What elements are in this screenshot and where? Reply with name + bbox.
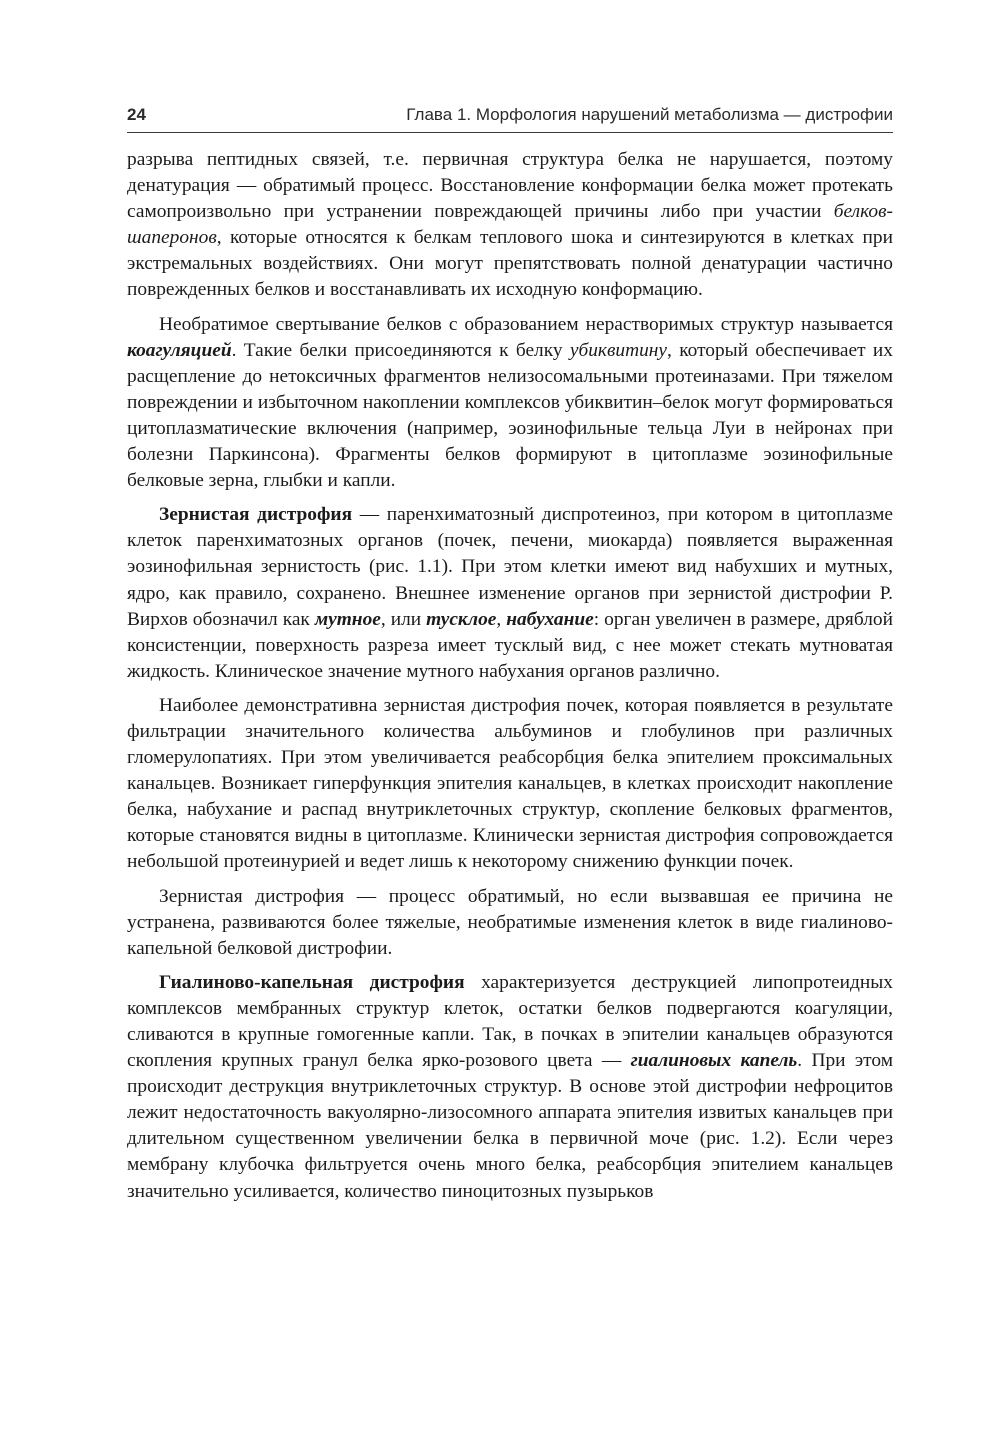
- bold-italic-term: коагуляцией: [127, 339, 232, 361]
- text-run: — паренхиматозный диспротеиноз, при котором в цитоплазме клеток паренхиматозных органов (почек, печени, миокарда) появляется выраженная эозинофильная зернистость (рис. 1.1). При этом клетки имеют вид набухших и мутных, ядро, как правило, сохранено. Внешнее изменение органов при зернистой дистрофии Р. Вирхов обозначил как: [127, 504, 893, 630]
- text-run: , или: [380, 608, 427, 630]
- text-run: ,: [496, 608, 507, 630]
- body-text: [127, 147, 893, 1205]
- bold-italic-term: гиалиновых капель: [630, 1050, 798, 1072]
- text-run: . Такие белки присоединяются к белку: [231, 339, 570, 361]
- text-run: Зернистая дистрофия — процесс обратимый, но если вызвавшая ее причина не устранена, развиваются более тяжелые, необратимые изменения клеток в виде гиалиново-капельной белковой дистрофии.: [127, 885, 893, 959]
- italic-term: белков-шаперонов: [127, 201, 893, 249]
- paragraph-3: [127, 502, 893, 685]
- bold-italic-term: мутное: [314, 608, 381, 630]
- paragraph-2: [127, 312, 893, 495]
- bold-term: Зернистая дистрофия: [159, 504, 353, 526]
- italic-term: убиквитину: [569, 339, 668, 361]
- chapter-title: Глава 1. Морфология нарушений метаболизма — дистрофии: [406, 105, 893, 124]
- text-run: Необратимое свертывание белков с образованием нерастворимых структур называется: [159, 313, 893, 335]
- text-run: характеризуется деструкцией липопротеидных комплексов мембранных структур клеток, остатки белков подвергаются коагуляции, сливаются в крупные гомогенные капли. Так, в почках в эпителии канальцев образуются скопления крупных гранул белка ярко-розового цвета —: [127, 971, 893, 1072]
- text-run: Наиболее демонстративна зернистая дистрофия почек, которая появляется в результате фильтрации значительного количества альбуминов и глобулинов при различных гломерулопатиях. При этом увеличивается реабсорбция белка эпителием проксимальных канальцев. Возникает гиперфункция эпителия канальцев, в клетках происходит накопление белка, набухание и распад внутриклеточных структур, скопление белковых фрагментов, которые становятся видны в цитоплазме. Клинически зернистая дистрофия сопровождается небольшой протеинурией и ведет лишь к некоторому снижению функции почек.: [127, 694, 893, 873]
- bold-term: Гиалиново-капельная дистрофия: [159, 971, 465, 993]
- text-run: , который обеспечивает их расщепление до нетоксичных фрагментов нелизосомальными протеиназами. При тяжелом повреждении и избыточном накоплении комплексов убиквитин–белок могут формироваться цитоплазматические включения (например, эозинофильные тельца Луи в нейронах при болезни Паркинсона). Фрагменты белков формируют в цитоплазме эозинофильные белковые зерна, глыбки и капли.: [127, 339, 893, 492]
- running-header: [127, 105, 893, 133]
- bold-italic-term: набухание: [506, 608, 594, 630]
- book-page: [127, 105, 893, 1213]
- bold-italic-term: тусклое: [426, 608, 497, 630]
- text-run: , которые относятся к белкам теплового шока и синтезируются в клетках при экстремальных воздействиях. Они могут препятствовать полной денатурации частично поврежденных белков и восстанавливать их исходную конформацию.: [127, 227, 893, 301]
- paragraph-5: [127, 884, 893, 962]
- text-run: . При этом происходит деструкция внутриклеточных структур. В основе этой дистрофии нефроцитов лежит недостаточность вакуолярно-лизосомного аппарата эпителия извитых канальцев при длительном существенном увеличении белка в первичной моче (рис. 1.2). Если через мембрану клубочка фильтруется очень много белка, реабсорбция эпителием канальцев значительно усиливается, количество пиноцитозных пузырьков: [127, 1050, 893, 1202]
- text-run: разрыва пептидных связей, т.е. первичная структура белка не нарушается, поэтому денатурация — обратимый процесс. Восстановление конформации белка может протекать самопроизвольно при устранении повреждающей причины либо при участии: [127, 149, 893, 223]
- paragraph-6: [127, 970, 893, 1205]
- paragraph-4: [127, 693, 893, 876]
- page-number: 24: [127, 105, 146, 124]
- text-run: : орган увеличен в размере, дряблой консистенции, поверхность разреза имеет тусклый вид, с нее может стекать мутноватая жидкость. Клиническое значение мутного набухания органов различно.: [127, 608, 893, 682]
- paragraph-1: [127, 147, 893, 304]
